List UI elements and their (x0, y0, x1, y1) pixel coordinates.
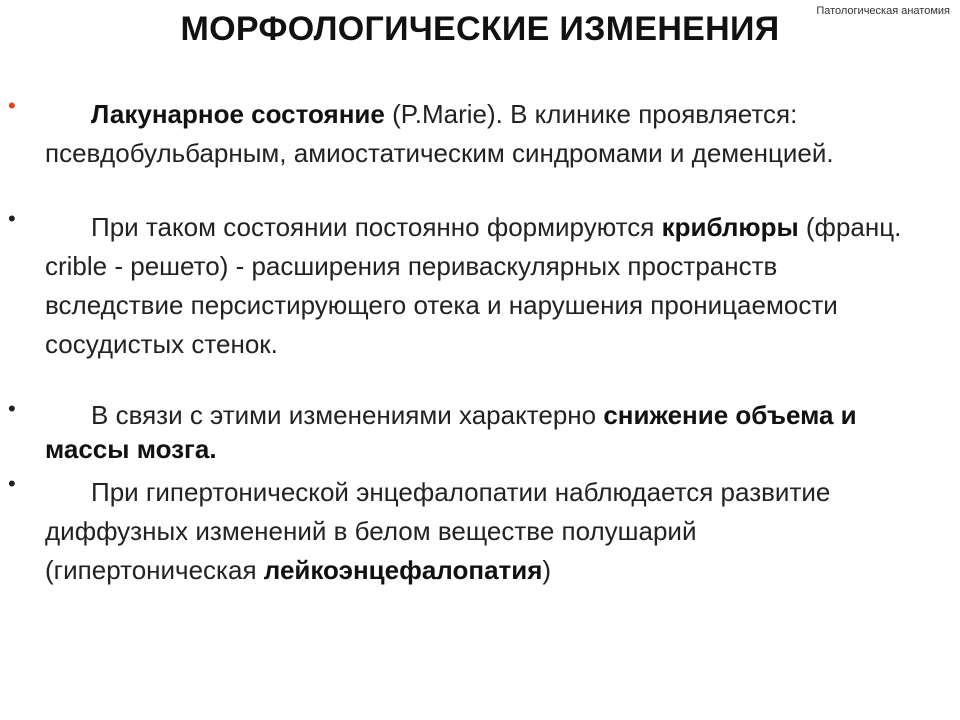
bullet-dot-icon: • (8, 471, 16, 496)
bullet-dot-icon: • (8, 206, 16, 231)
bullet-dot-icon: • (8, 93, 16, 118)
course-label: Патологическая анатомия (816, 5, 950, 17)
bold-term: криблюры (661, 212, 799, 242)
bullet-text (45, 398, 908, 466)
list-item (8, 95, 908, 173)
list-item (8, 208, 908, 364)
text-run: (франц. crible - решето) - расширения периваскулярных пространств вследствие персистирующего отека и нарушения проницаемости сосудистых стенок. (45, 212, 902, 359)
bullet-dot-icon: • (8, 396, 16, 421)
text-run: ) (542, 555, 552, 585)
text-run: (P.Marie). В клинике проявляется: псевдобульбарным, амиостатическим синдромами и деменцией. (45, 99, 834, 168)
bullet-text (45, 95, 908, 173)
list-item (8, 398, 908, 466)
bold-term: Лакунарное состояние (91, 99, 385, 129)
bold-term: лейкоэнцефалопатия (263, 555, 543, 585)
bold-term: снижение объема и массы мозга. (45, 400, 857, 464)
bullet-text (45, 473, 908, 590)
text-run: В связи с этими изменениями характерно (91, 400, 604, 430)
text-run: При таком состоянии постоянно формируются (91, 212, 662, 242)
page-title: МОРФОЛОГИЧЕСКИЕ ИЗМЕНЕНИЯ (180, 10, 780, 48)
text-run: При гипертонической энцефалопатии наблюдается развитие диффузных изменений в белом веществе полушарий (гипертоническая (45, 477, 831, 585)
list-item (8, 473, 908, 590)
bullet-text (45, 208, 908, 364)
